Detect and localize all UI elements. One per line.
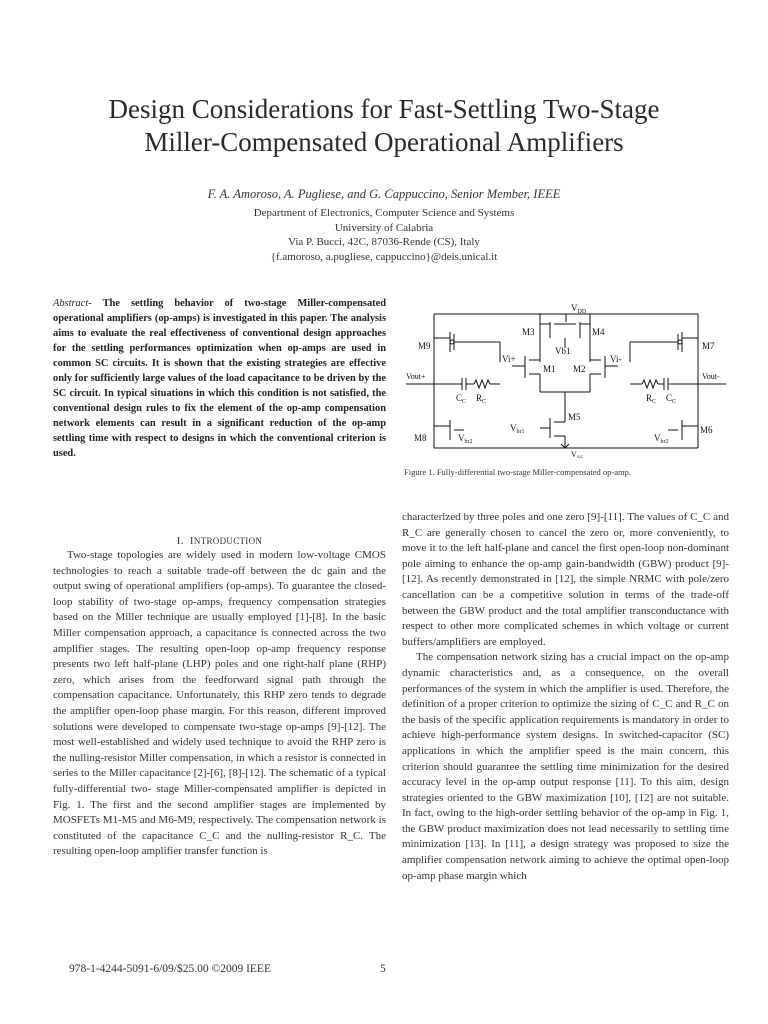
title-line-1: Design Considerations for Fast-Settling Two-Stage — [108, 94, 660, 124]
paper-title — [40, 93, 728, 159]
rc-left-resistor — [474, 380, 490, 388]
title-line-2: Miller-Compensated Operational Amplifiers — [144, 127, 624, 157]
affiliation-address: Via P. Bucci, 42C, 87036-Rende (CS), Italy — [288, 236, 480, 248]
label-m9: M9 — [418, 341, 431, 351]
label-vbr1: $V_{br1}$ — [510, 423, 525, 435]
label-vi-plus: Vi+ — [502, 354, 516, 364]
abstract — [53, 296, 386, 461]
label-m1: M1 — [543, 364, 556, 374]
affiliation — [40, 206, 728, 264]
label-m8: M8 — [414, 433, 427, 443]
label-vout-minus: Vout- — [702, 372, 720, 381]
section-title-rest: NTRODUCTION — [193, 536, 263, 546]
label-cc-left: $C_C$ — [456, 393, 467, 405]
label-vb1: Vb1 — [555, 346, 571, 356]
right-column-body — [402, 510, 729, 884]
label-vbr2-left: $V_{br2}$ — [458, 433, 473, 445]
label-m4: M4 — [592, 327, 605, 337]
label-vout-plus: Vout+ — [406, 372, 426, 381]
right-paragraph-1: characterized by three poles and one zero [9]-[11]. The values of C_C and R_C are generally chosen to cancel the zero or, more conveniently, to move it to the left half-plane and cancel the first open-loop non-dominant pole aiming to enhance the op-amp gain-bandwidth (GBW) product [9]-[12]. As recently demonstrated in [12], the simple NRMC with pole/zero cancellation can be a competitive solution in terms of the trade-off between the GBW product and the total amplifier transconductance with respect to other more complicated schemes in which voltage or current buffers/amplifiers are employed. — [402, 511, 729, 648]
footer-isbn: 978-1-4244-5091-6/09/$25.00 ©2009 IEEE — [69, 963, 271, 975]
section-heading-introduction — [53, 535, 386, 547]
label-vdd: $V_{DD}$ — [571, 303, 587, 315]
label-m6: M6 — [700, 425, 713, 435]
page-number: 5 — [380, 963, 386, 975]
label-m2: M2 — [573, 364, 586, 374]
abstract-lead: Abstract- — [53, 298, 92, 309]
affiliation-department: Department of Electronics, Computer Science and Systems — [253, 207, 515, 219]
left-column-body — [53, 548, 386, 860]
right-paragraph-2: The compensation network sizing has a crucial impact on the op-amp dynamic characteristics and, as a consequence, on the overall performances of the system in which the amplifier is used. Therefore, the definition of a proper criterion to optimize the sizing of C_C and R_C on the basis of the specific application requirements is mandatory in order to achieve high-performance system designs. In switched-capacitor (SC) applications in which the amplifier speed is the main concern, this criterion should guarantee the settling time minimization for the desired accuracy level in the op-amp output response [11]. To this aim, design strategies oriented to the GBW maximization [10], [12] are not suitable. In fact, owing to the high-order settling behavior of the op-amp in Fig. 1, the GBW product maximization does not lead necessarily to settling time minimization [13]. In [11], a design strategy was proposed to size the amplifier compensation network aiming to achieve the optimal open-loop op-amp phase margin which — [402, 651, 729, 882]
section-number: I. — [176, 535, 184, 547]
affiliation-email: {f.amoroso, a.pugliese, cappuccino}@deis.unical.it — [270, 250, 498, 263]
rc-right-resistor — [642, 380, 658, 388]
label-m5: M5 — [568, 412, 581, 422]
label-vi-minus: Vi- — [610, 354, 622, 364]
label-vbr2-right: $V_{br2}$ — [654, 433, 669, 445]
author-list: F. A. Amoroso, A. Pugliese, and G. Cappuccino, Senior Member, IEEE — [207, 187, 561, 201]
section-initial: I — [189, 535, 194, 547]
label-rc-left: $R_C$ — [476, 393, 487, 405]
figure-caption: Figure 1. Fully-differential two-stage Miller-compensated op-amp. — [404, 467, 631, 477]
label-m7: M7 — [702, 341, 715, 351]
abstract-text: The settling behavior of two-stage Miller-compensated operational amplifiers (op-amps) is investigated in this paper. The analysis aims to evaluate the real effectiveness of conventional design approaches for the settling performances optimization when op-amps are used in common SC circuits. It is shown that the existing strategies are effective only for sufficiently large values of the load capacitance to be driven by the SC circuit. In typical situations in which this condition is not satisfied, the conventional design rules to fix the element of the op-amp compensation network elements can result in a significant reduction of the op-amp settling time with respect to designs in which the conventional criterion is used. — [53, 298, 386, 459]
intro-paragraph: Two-stage topologies are widely used in modern low-voltage CMOS technologies to reach a suitable trade-off between the dc gain and the output swing of operational amplifiers (op-amps). To guarantee the closed-loop stability of two-stage op-amps, frequency compensation strategies based on the Miller technique are usually employed [1]-[8]. In the basic Miller compensation approach, a capacitance is connected across the two amplifier stages. The resulting open-loop op-amp frequency response presents two left half-plane (LHP) poles and one right-half plane (RHP) zero, which arises from the feedforward signal path through the compensation capacitance. Unfortunately, this RHP zero tends to degrade the amplifier open-loop phase margin. For this reason, different improved solutions were developed to compensate two-stage op-amps [9]-[12]. The most well-established and widely used technique to avoid the RHP zero is the nulling-resistor Miller compensation, in which a resistor is connected in series to the Miller capacitance [2]-[6], [8]-[12]. The schematic of a typical fully-differential two- stage Miller-compensated amplifier is depicted in Fig. 1. The first and the second amplifier stages are implemented by MOSFETs M1-M5 and M6-M9, respectively. The compensation network is constituted of the capacitance C_C and the nulling-resistor R_C. The resulting open-loop amplifier transfer function is — [53, 549, 386, 858]
label-cc-right: $C_C$ — [666, 393, 677, 405]
op-amp-schematic — [400, 298, 730, 458]
label-m3: M3 — [522, 327, 535, 337]
label-vss: $V_{SS}$ — [571, 450, 583, 458]
label-rc-right: $R_C$ — [646, 393, 657, 405]
affiliation-university: University of Calabria — [334, 221, 434, 234]
